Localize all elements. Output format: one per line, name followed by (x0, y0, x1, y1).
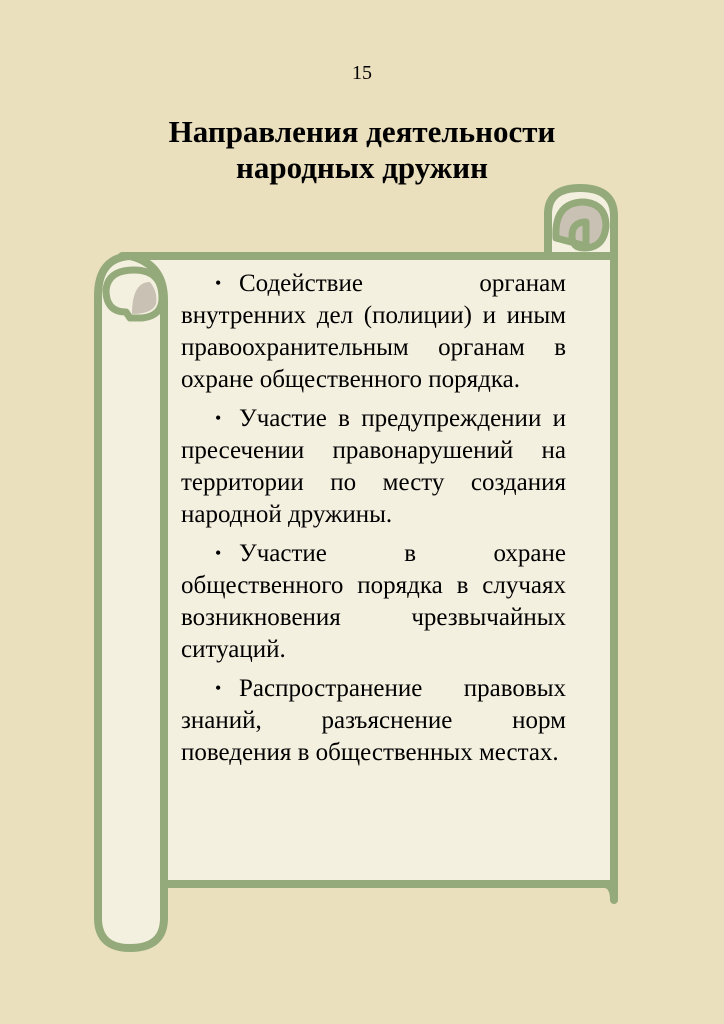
list-item: • Содействие органам внутренних дел (полиции) и иным правоохранительным органам в охране общественного порядка. (181, 270, 566, 393)
list-item-text: Участие в предупреждении и пресечении правонарушений на территории по месту создания народной дружины. (181, 405, 566, 528)
list-item-text: Распространение правовых знаний, разъяснение норм поведения в общественных местах. (181, 675, 566, 766)
list-item: • Участие в предупреждении и пресечении правонарушений на территории по месту создания народной дружины. (181, 405, 566, 528)
title-line-1: Направления деятельности (168, 114, 556, 149)
list-item: • Участие в охране общественного порядка в случаях возникновения чрезвычайных ситуаций. (181, 540, 566, 663)
top-right-curl (556, 202, 606, 248)
list-item-text: Участие в охране общественного порядка в случаях возникновения чрезвычайных ситуаций. (181, 540, 566, 663)
list-item-text: Содействие органам внутренних дел (полиции) и иным правоохранительным органам в охране общественного порядка. (181, 270, 566, 393)
title-line-2: народных дружин (235, 150, 488, 185)
page-number: 15 (352, 62, 372, 84)
left-roll (98, 256, 164, 948)
list-item: • Распространение правовых знаний, разъяснение норм поведения в общественных местах. (181, 675, 566, 766)
directions-list (181, 267, 566, 775)
